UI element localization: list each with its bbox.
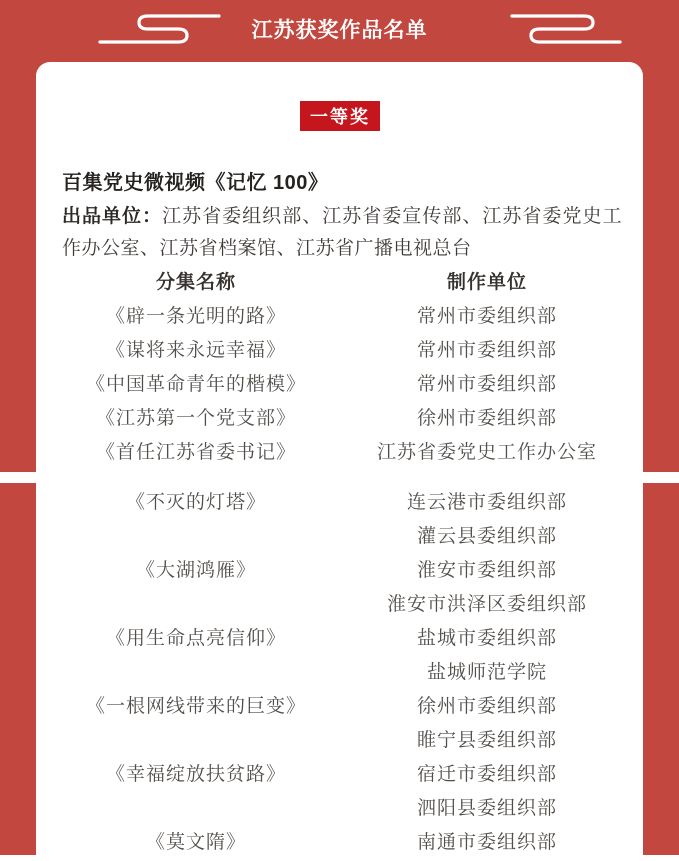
producer-unit: 淮安市委组织部 <box>416 560 557 581</box>
producer-unit: 灌云县委组织部 <box>416 526 557 547</box>
producer-unit: 泗阳县委组织部 <box>416 798 557 819</box>
table-row <box>36 486 643 554</box>
producer-unit: 常州市委组织部 <box>416 374 557 395</box>
table-row <box>36 826 643 860</box>
episode-name: 《不灭的灯塔》 <box>125 492 266 513</box>
page-seam <box>0 472 679 483</box>
column-episode-header: 分集名称 <box>155 272 236 293</box>
producer-unit: 南通市委组织部 <box>416 832 557 853</box>
producer-unit: 江苏省委党史工作办公室 <box>376 442 597 463</box>
table-row <box>36 554 643 622</box>
episode-name: 《辟一条光明的路》 <box>105 306 286 327</box>
episode-name: 《莫文隋》 <box>145 832 246 853</box>
episode-name: 《一根网线带来的巨变》 <box>85 696 306 717</box>
episode-name: 《幸福绽放扶贫路》 <box>105 764 286 785</box>
producer-unit: 睢宁县委组织部 <box>416 730 557 751</box>
table-row <box>36 300 643 334</box>
episode-name: 《大湖鸿雁》 <box>135 560 256 581</box>
award-table-bottom <box>36 486 643 860</box>
episode-name: 《用生命点亮信仰》 <box>105 628 286 649</box>
producer-unit: 盐城师范学院 <box>426 662 547 683</box>
episode-name: 《首任江苏省委书记》 <box>95 442 296 463</box>
award-badge: 一等奖 <box>300 101 380 131</box>
work-title: 百集党史微视频《记忆 100》 <box>62 172 329 194</box>
table-row <box>36 690 643 758</box>
table-header-row <box>36 266 643 300</box>
table-row <box>36 758 643 826</box>
table-row <box>36 334 643 368</box>
producer-unit: 徐州市委组织部 <box>416 408 557 429</box>
episode-name: 《中国革命青年的楷模》 <box>85 374 306 395</box>
table-row <box>36 368 643 402</box>
side-border-right-bottom <box>643 483 679 855</box>
producer-unit: 连云港市委组织部 <box>406 492 567 513</box>
producer-unit: 徐州市委组织部 <box>416 696 557 717</box>
episode-name: 《谋将来永远幸福》 <box>105 340 286 361</box>
column-producer-header: 制作单位 <box>446 272 527 293</box>
producer-label: 出品单位： <box>62 206 163 227</box>
award-table-top <box>36 266 643 470</box>
producer-unit: 常州市委组织部 <box>416 306 557 327</box>
producer-list: 江苏省委组织部、江苏省委宣传部、江苏省委党史工作办公室、江苏省档案馆、江苏省广播电视总台 <box>62 206 622 259</box>
side-border-left-top <box>0 62 36 472</box>
producer-unit: 常州市委组织部 <box>416 340 557 361</box>
side-border-left-bottom <box>0 483 36 855</box>
side-border-right-top <box>643 62 679 472</box>
producer-unit: 宿迁市委组织部 <box>416 764 557 785</box>
table-row <box>36 402 643 436</box>
table-row <box>36 622 643 690</box>
producer-line <box>62 201 622 265</box>
page-title: 江苏获奖作品名单 <box>251 19 428 42</box>
producer-unit: 盐城市委组织部 <box>416 628 557 649</box>
producer-unit: 淮安市洪泽区委组织部 <box>386 594 587 615</box>
episode-name: 《江苏第一个党支部》 <box>95 408 296 429</box>
table-row <box>36 436 643 470</box>
